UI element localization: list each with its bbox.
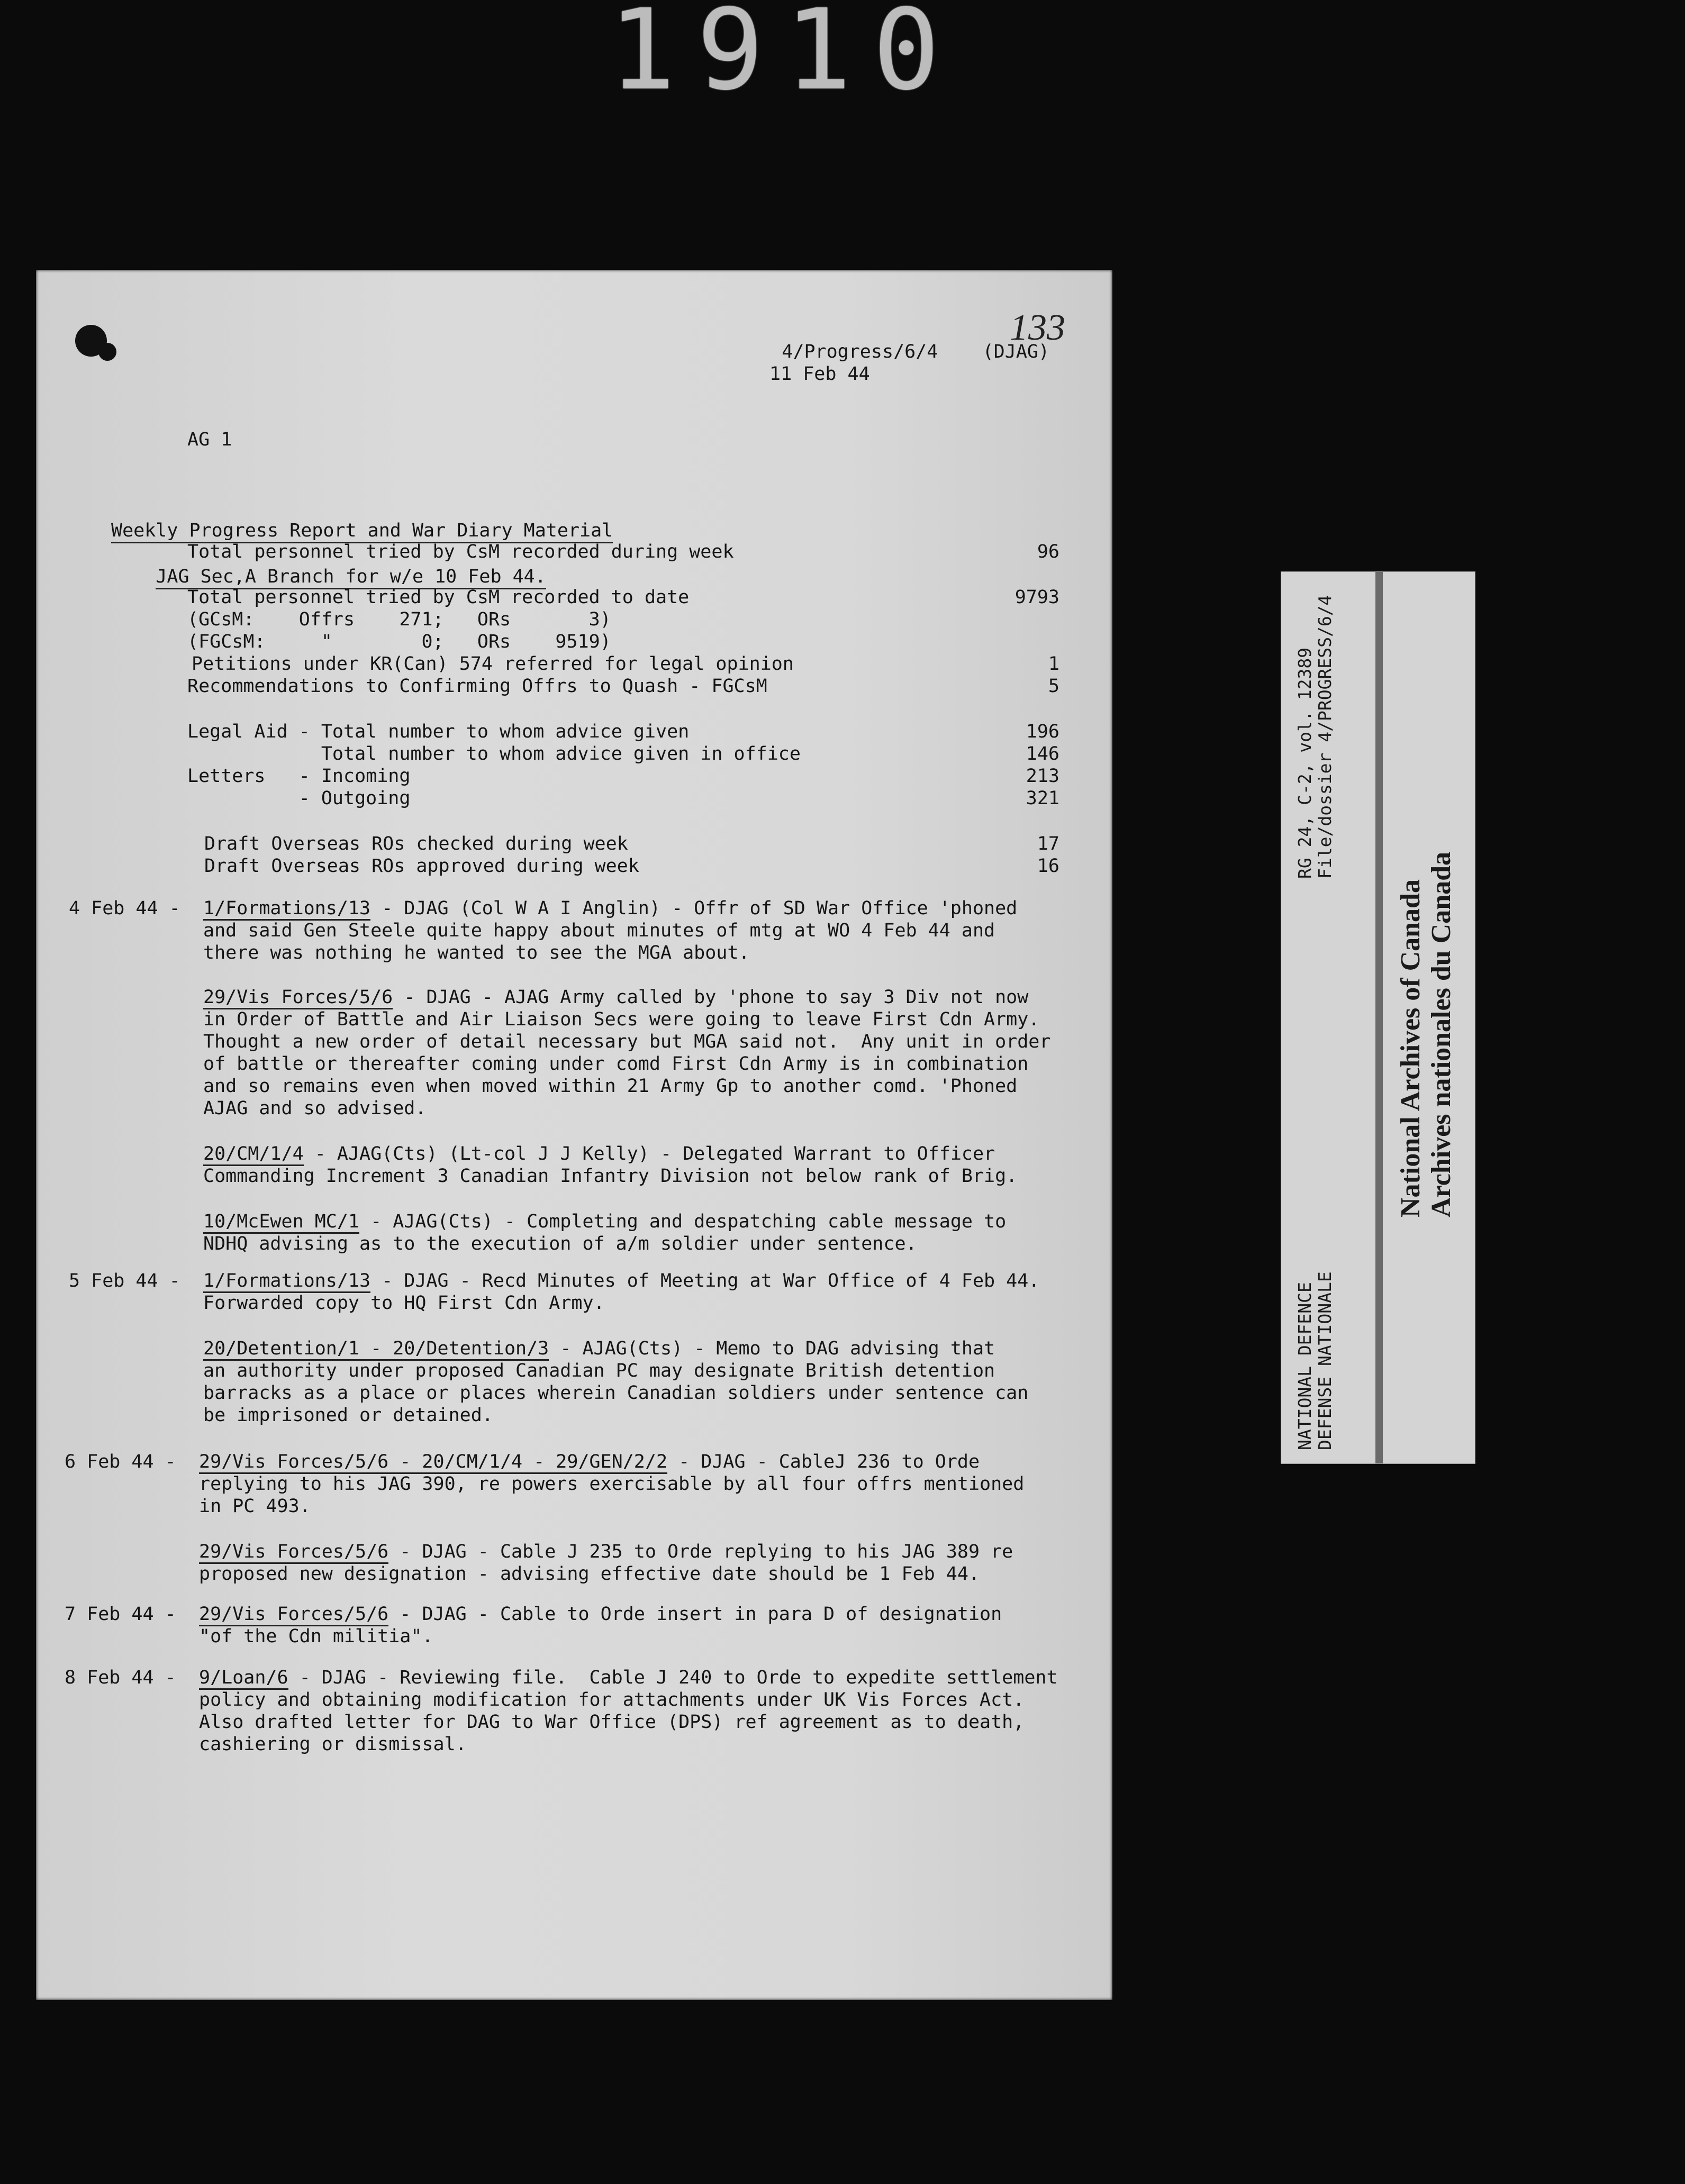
stat-label: Letters - Incoming [187,766,411,787]
entry-date: 6 Feb 44 - [65,1451,176,1472]
stat-label: Draft Overseas ROs checked during week [204,833,628,854]
entry-text: 20/CM/1/4 - AJAG(Cts) (Lt-col J J Kelly) - Delegated Warrant to Officer Commanding Increment 3 Canadian Infantry Division not below rank of Brig. [203,1143,1018,1187]
addressee: AG 1 [187,429,232,450]
stat-value: 96 [1037,541,1059,562]
stat-label: Recommendations to Confirming Offrs to Quash - FGCsM [187,676,767,697]
entry-date: 7 Feb 44 - [65,1604,176,1625]
stat-label: (FGCsM: " 0; ORs 9519) [187,631,611,652]
entry-text: 20/Detention/1 - 20/Detention/3 - AJAG(Cts) - Memo to DAG advising that an authority under proposed Canadian PC may designate British detention barracks as a place or places wherein Canadian soldiers under sentence can be imprisoned or detained. [203,1338,1029,1426]
entry-text: 29/Vis Forces/5/6 - DJAG - AJAG Army called by 'phone to say 3 Div not now in Order of Battle and Air Liaison Secs were going to leave First Cdn Army. Thought a new order of detail necessary but MGA said not. Any unit in order of battle or thereafter coming under comd First Cdn Army is in combination and so remains even when moved within 21 Army Gp to another comd. 'Phoned AJAG and so advised. [203,987,1051,1119]
stat-value: 196 [1026,721,1059,742]
entry-ref: 29/Vis Forces/5/6 [203,987,393,1009]
entry-ref: 20/Detention/1 - 20/Detention/3 [203,1338,549,1361]
entry-date: 8 Feb 44 - [65,1667,176,1688]
title-line-2: JAG Sec,A Branch for w/e 10 Feb 44. [156,566,546,589]
entry-text: 29/Vis Forces/5/6 - DJAG - Cable J 235 to Orde replying to his JAG 389 re proposed new designation - advising effective date should be 1 Feb 44. [199,1541,1013,1585]
entry-text: 9/Loan/6 - DJAG - Reviewing file. Cable J 240 to Orde to expedite settlement policy and obtaining modification for attachments under UK Vis Forces Act. Also drafted letter for DAG to War Office (DPS) ref agreement as to death, cashiering or dismissal. [199,1667,1058,1755]
entry-text: 29/Vis Forces/5/6 - DJAG - Cable to Orde insert in para D of designation "of the Cdn militia". [199,1604,1002,1647]
stat-value: 5 [1048,676,1059,697]
entry-text: 29/Vis Forces/5/6 - 20/CM/1/4 - 29/GEN/2/2 - DJAG - CableJ 236 to Orde replying to his JAG 390, re powers exercisable by all four offrs mentioned in PC 493. [199,1451,1025,1517]
archive-reference: RG 24, C-2, vol. 12389 File/dossier 4/PROGRESS/6/4 [1294,595,1335,879]
punch-hole [98,343,116,361]
stat-label: - Outgoing [187,788,411,809]
stat-label: Total personnel tried by CsM recorded during week [187,541,734,562]
entry-ref: 9/Loan/6 [199,1667,288,1690]
entry-date: 5 Feb 44 - [69,1270,180,1291]
page-number: 133 [1010,307,1065,348]
entry-ref: 10/McEwen MC/1 [203,1211,359,1234]
stat-value: 146 [1026,743,1059,765]
entry-text: 1/Formations/13 - DJAG - Recd Minutes of Meeting at War Office of 4 Feb 44. Forwarded copy to HQ First Cdn Army. [203,1270,1040,1314]
document-date: 11 Feb 44 [769,363,870,385]
stat-label: (GCsM: Offrs 271; ORs 3) [187,609,611,630]
stat-value: 9793 [1014,587,1059,608]
reel-number: 1910 [609,0,961,115]
stat-value: 16 [1037,856,1059,877]
entry-ref: 29/Vis Forces/5/6 [199,1541,388,1564]
stat-label: Total number to whom advice given in office [187,743,801,765]
entry-ref: 20/CM/1/4 [203,1143,304,1166]
entry-ref: 29/Vis Forces/5/6 [199,1604,388,1626]
entry-text: 10/McEwen MC/1 - AJAG(Cts) - Completing and despatching cable message to NDHQ advising as to the execution of a/m soldier under sentence. [203,1211,1007,1254]
stat-value: 321 [1026,788,1059,809]
document-page [36,270,1112,2000]
stat-value: 213 [1026,766,1059,787]
department-name: NATIONAL DEFENCE DEFENSE NATIONALE [1294,1271,1335,1450]
stat-label: Draft Overseas ROs approved during week [204,856,639,877]
entry-text: 1/Formations/13 - DJAG (Col W A I Anglin) - Offr of SD War Office 'phoned and said Gen Steele quite happy about minutes of mtg at WO 4 Feb 44 and there was nothing he wanted to see the MGA about. [203,898,1018,963]
label-divider [1375,572,1383,1463]
entry-ref: 1/Formations/13 [203,898,370,921]
title-line-1: Weekly Progress Report and War Diary Material [111,520,613,543]
stat-label: Legal Aid - Total number to whom advice given [187,721,690,742]
entry-ref: 1/Formations/13 [203,1270,370,1293]
entry-ref: 29/Vis Forces/5/6 - 20/CM/1/4 - 29/GEN/2/2 [199,1451,667,1474]
stat-label: Petitions under KR(Can) 574 referred for legal opinion [192,653,794,675]
stat-value: 1 [1048,653,1059,675]
entry-date: 4 Feb 44 - [69,898,180,919]
archives-name: National Archives of Canada Archives nationales du Canada [1396,851,1456,1217]
stat-value: 17 [1037,833,1059,854]
archive-label [1281,571,1475,1464]
file-reference: 4/Progress/6/4 (DJAG) [782,341,1050,362]
stat-label: Total personnel tried by CsM recorded to date [187,587,690,608]
